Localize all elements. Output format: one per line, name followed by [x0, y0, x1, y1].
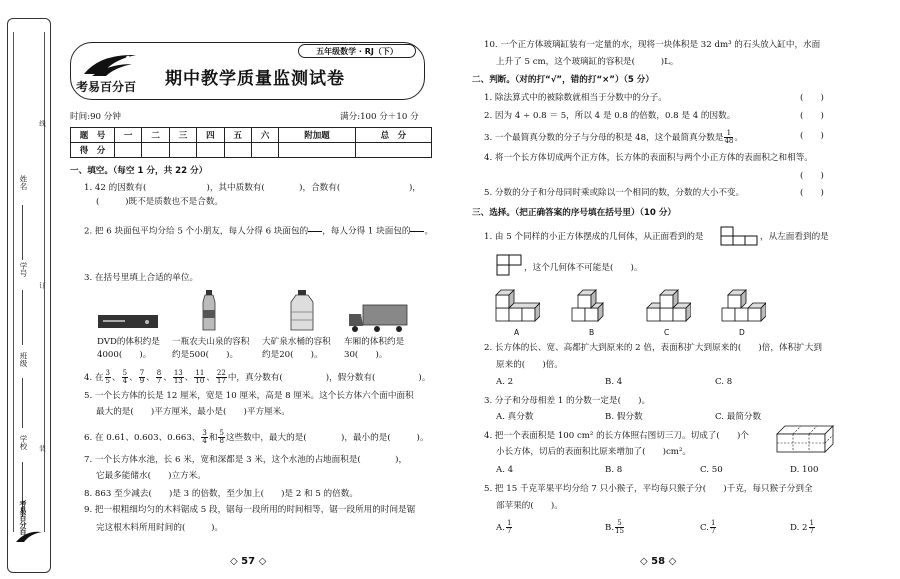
score-table	[70, 127, 432, 158]
caption-dvd-b: 4000( )。	[97, 350, 152, 360]
choice-3: 3. 分子和分母相差 1 的分数一定是( )。	[484, 396, 651, 406]
score-input[interactable]	[251, 143, 278, 158]
score-cell: 二	[142, 128, 169, 143]
page-number-right: ◇ 58 ◇	[640, 556, 677, 567]
school-label: 学校	[19, 435, 28, 450]
caption-truck-a: 车厢的体积约是	[344, 337, 405, 347]
logo-text: 考易百分百	[76, 80, 137, 94]
score-input[interactable]	[115, 143, 142, 158]
score-cell: 六	[251, 128, 278, 143]
fraction: $\frac{13}{13}$	[173, 369, 183, 385]
judge-2-mark[interactable]: ( )	[800, 111, 824, 121]
dvd-player-image	[97, 312, 159, 332]
choice-1-line-b: ，从左面看到的是	[760, 232, 829, 242]
choice-4-option-b[interactable]: B. 8	[605, 465, 623, 475]
grade-tag: 五年级数学 · RJ（下）	[298, 44, 416, 58]
question-2: 2. 把 6 块面包平均分给 5 个小朋友，每人分得 6 块面包的 ，每人分得 1 块面包的 。	[84, 222, 433, 240]
fraction: $\frac{1}{7}$	[506, 519, 512, 535]
question-1-line-a: 1. 42 的因数有( )，其中质数有( )，合数有( )，	[84, 183, 421, 193]
score-input[interactable]	[142, 143, 169, 158]
question-2-text-a: 2. 把 6 块面包平均分给 5 个小朋友，每人分得 6 块面包的	[84, 226, 309, 237]
score-input[interactable]	[224, 143, 251, 158]
option-b-figure[interactable]	[570, 286, 616, 326]
question-9-line-b: 完这根木料所用时间的( )。	[96, 523, 224, 533]
option-c-figure[interactable]	[645, 286, 691, 326]
question-9-line-a: 9. 把一根粗细均匀的木料锯成 5 段，锯每一段所用的时间相等，锯一段所用的时间是锯	[84, 505, 416, 515]
judge-3: 3. 一个最简真分数的分子与分母的积是 48，这个最简真分数是 $\frac{1}{48}$ 。	[484, 129, 743, 145]
score-value-row	[71, 143, 432, 158]
option-d-label: D	[739, 328, 745, 337]
class-label: 班级	[19, 352, 28, 367]
fraction: $\frac{7}{9}$	[139, 369, 145, 385]
score-input[interactable]	[169, 143, 196, 158]
section-fill-in: 一、填空。（每空 1 分，共 22 分）	[70, 166, 208, 176]
score-cell: 题 号	[71, 128, 115, 143]
question-10-line-b: 上升了 5 cm，这个玻璃缸的容积是( )L。	[496, 57, 679, 67]
exam-time: 时间:90 分钟	[70, 112, 121, 122]
name-line	[22, 205, 23, 260]
score-input[interactable]	[197, 143, 224, 158]
question-7-line-b: 它最多能储水( )立方米。	[96, 471, 206, 481]
question-2-text-b: ，每人分得 1 块面包的	[322, 226, 411, 237]
choice-4-option-c[interactable]: C. 50	[700, 465, 723, 475]
cuboid-cut-figure	[775, 424, 835, 454]
page-number-left: ◇ 57 ◇	[230, 556, 267, 567]
caption-truck-b: 30( )。	[344, 350, 388, 360]
name-label: 姓名	[19, 175, 28, 190]
fraction: $\frac{5}{8}$	[219, 429, 224, 445]
caption-jug-a: 大矿泉水桶的容积	[262, 337, 331, 347]
question-5-line-b: 最大的是( )平方厘米，最小是( )平方厘米。	[96, 407, 290, 417]
left-view-figure	[496, 254, 522, 276]
cut-mark-zhuang: 装	[38, 445, 46, 452]
score-cell: 一	[115, 128, 142, 143]
choice-1-line-a: 1. 由 5 个同样的小正方体摆成的几何体，从正面看到的是	[484, 232, 704, 242]
caption-bottle-b: 约是500( )。	[172, 350, 239, 360]
judge-1: 1. 除法算式中的被除数就相当于分数中的分子。	[484, 93, 667, 103]
logo-swoosh-icon	[82, 52, 138, 78]
fraction-blank[interactable]	[410, 222, 424, 240]
student-id-label: 学号	[19, 262, 28, 277]
judge-5: 5. 分数的分子和分母同时乘或除以一个相同的数，分数的大小不变。	[484, 188, 745, 198]
fraction: $\frac{11}{10}$	[195, 369, 205, 385]
fraction: $\frac{1}{7}$	[711, 519, 716, 535]
choice-2-line-a: 2. 长方体的长、宽、高都扩大到原来的 2 倍，表面积扩大到原来的( )倍，体积扩大到	[484, 343, 822, 353]
choice-5-option-b[interactable]: B. $\frac{5}{15}$	[605, 519, 624, 535]
judge-1-mark[interactable]: ( )	[800, 93, 824, 103]
strip-logo-icon	[14, 528, 44, 544]
option-a-figure[interactable]	[494, 286, 540, 326]
caption-jug-b: 约是20( )。	[262, 350, 323, 360]
choice-2-line-b: 原来的( )倍。	[496, 360, 563, 370]
score-cell: 五	[224, 128, 251, 143]
fraction: $\frac{5}{15}$	[615, 519, 624, 535]
truck-image	[347, 304, 409, 334]
fraction: $\frac{3}{4}$	[202, 429, 207, 445]
option-d-figure[interactable]	[720, 286, 766, 326]
cut-mark-xian: 线	[38, 120, 46, 127]
class-line	[22, 378, 23, 428]
choice-4-option-a[interactable]: A. 4	[496, 465, 514, 475]
strip-brand: 考易百分百	[19, 500, 27, 535]
choice-2-option-c[interactable]: C. 8	[715, 377, 733, 387]
choice-4-line-a: 4. 把一个表面积是 100 cm² 的长方体照右图切三刀。切成了( )个	[484, 431, 749, 441]
cut-mark-ding: 订	[38, 282, 46, 289]
judge-4: 4. 将一个长方体切成两个正方体，长方体的表面积与两个小正方体的表面积之和相等。	[484, 153, 813, 163]
choice-3-option-b[interactable]: B. 假分数	[605, 412, 643, 422]
fraction: $\frac{8}{7}$	[156, 369, 162, 385]
section-choice: 三、选择。（把正确答案的序号填在括号里）（10 分）	[472, 208, 677, 218]
caption-dvd-a: DVD的体积约是	[97, 337, 160, 347]
score-header-row	[71, 128, 432, 143]
choice-1-line-c: ，这个几何体不可能是( )。	[524, 263, 643, 273]
caption-bottle-a: 一瓶农夫山泉的容积	[172, 337, 250, 347]
question-4: 4. 在 $\frac{3}{5}$ 、 $\frac{5}{4}$ 、 $\frac{7}{9}$ 、 $\frac{8}{7}$ 、 $\frac{13}{13}$ 、 $\frac{11}{10}$ 、 $\frac{22}{17}$ 中，真分数有( )，假分数有( )。	[84, 369, 431, 385]
score-cell: 四	[197, 128, 224, 143]
choice-5-option-a[interactable]: A. $\frac{1}{7}$	[496, 519, 512, 535]
fraction: $\frac{5}{4}$	[122, 369, 128, 385]
choice-2-option-a[interactable]: A. 2	[496, 377, 514, 387]
choice-4-line-b: 小长方体，切后的表面积比原来增加了( )cm²。	[496, 447, 691, 457]
judge-4-mark[interactable]: ( )	[800, 171, 824, 181]
option-b-label: B	[589, 328, 595, 337]
fraction-blank[interactable]	[308, 222, 322, 240]
judge-2: 2. 因为 4 ÷ 0.8 ＝ 5，所以 4 是 0.8 的倍数，0.8 是 4 的因数。	[484, 111, 736, 121]
judge-5-mark[interactable]: ( )	[800, 188, 824, 198]
option-a-label: A	[514, 328, 520, 337]
question-7-line-a: 7. 一个长方体水池，长 6 米，宽和深都是 3 米，这个水池的占地面积是( )，	[84, 455, 408, 465]
section-true-false: 二、判断。（对的打“√”，错的打“×”）（5 分）	[472, 75, 654, 85]
choice-5-option-d[interactable]: D. 2 $\frac{1}{7}$	[790, 519, 814, 535]
question-8: 8. 863 至少减去( )是 3 的倍数，至少加上( )是 2 和 5 的倍数。	[84, 489, 358, 499]
question-3: 3. 在括号里填上合适的单位。	[84, 273, 199, 283]
choice-5-line-b: 部苹果的( )。	[496, 501, 563, 511]
score-cell: 三	[169, 128, 196, 143]
judge-3-mark[interactable]: ( )	[800, 131, 824, 141]
choice-2-option-b[interactable]: B. 4	[605, 377, 623, 387]
score-input[interactable]	[355, 143, 431, 158]
fraction: $\frac{1}{48}$	[724, 129, 734, 145]
water-jug-image	[287, 290, 317, 332]
choice-5-line-a: 5. 把 15 千克苹果平均分给 7 只小猴子，平均每只猴子分( )千克，每只猴子分到全	[484, 484, 813, 494]
fraction: $\frac{3}{5}$	[105, 369, 110, 385]
choice-3-option-c[interactable]: C. 最简分数	[715, 412, 762, 422]
question-1-line-b: ( )既不是质数也不是合数。	[96, 197, 224, 207]
option-c-label: C	[664, 328, 670, 337]
choice-3-option-a[interactable]: A. 真分数	[496, 412, 534, 422]
water-bottle-image	[199, 290, 219, 332]
question-6: 6. 在 0.61、0.603、0.663、 $\frac{3}{4}$ 和 $\frac{5}{8}$ 这些数中，最大的是( )，最小的是( )。	[84, 429, 429, 445]
front-view-figure	[720, 226, 758, 246]
score-cell: 附加题	[279, 128, 355, 143]
choice-4-option-d[interactable]: D. 100	[790, 465, 819, 475]
score-cell: 总 分	[355, 128, 431, 143]
score-cell: 得 分	[71, 143, 115, 158]
fraction: $\frac{22}{17}$	[216, 369, 226, 385]
exam-title: 期中教学质量监测试卷	[165, 69, 345, 89]
question-4-fractions: $\frac{3}{5}$ 、 $\frac{5}{4}$ 、 $\frac{7}{9}$ 、 $\frac{8}{7}$ 、 $\frac{13}{13}$ 、 $\frac{11}{10}$ 、 $\frac{22}{17}$	[105, 369, 226, 385]
exam-full-score: 满分:100 分＋10 分	[340, 112, 419, 122]
choice-5-option-c[interactable]: C. $\frac{1}{7}$	[700, 519, 716, 535]
score-input[interactable]	[279, 143, 355, 158]
question-10-line-a: 10. 一个正方体玻璃缸装有一定量的水，现将一块体积是 32 dm³ 的石头放入缸中，水面	[484, 40, 821, 50]
fraction: $\frac{1}{7}$	[809, 519, 814, 535]
student-id-line	[22, 290, 23, 345]
question-5-line-a: 5. 一个长方体的长是 12 厘米，宽是 10 厘米，高是 8 厘米。这个长方体六个面中面积	[84, 391, 414, 401]
